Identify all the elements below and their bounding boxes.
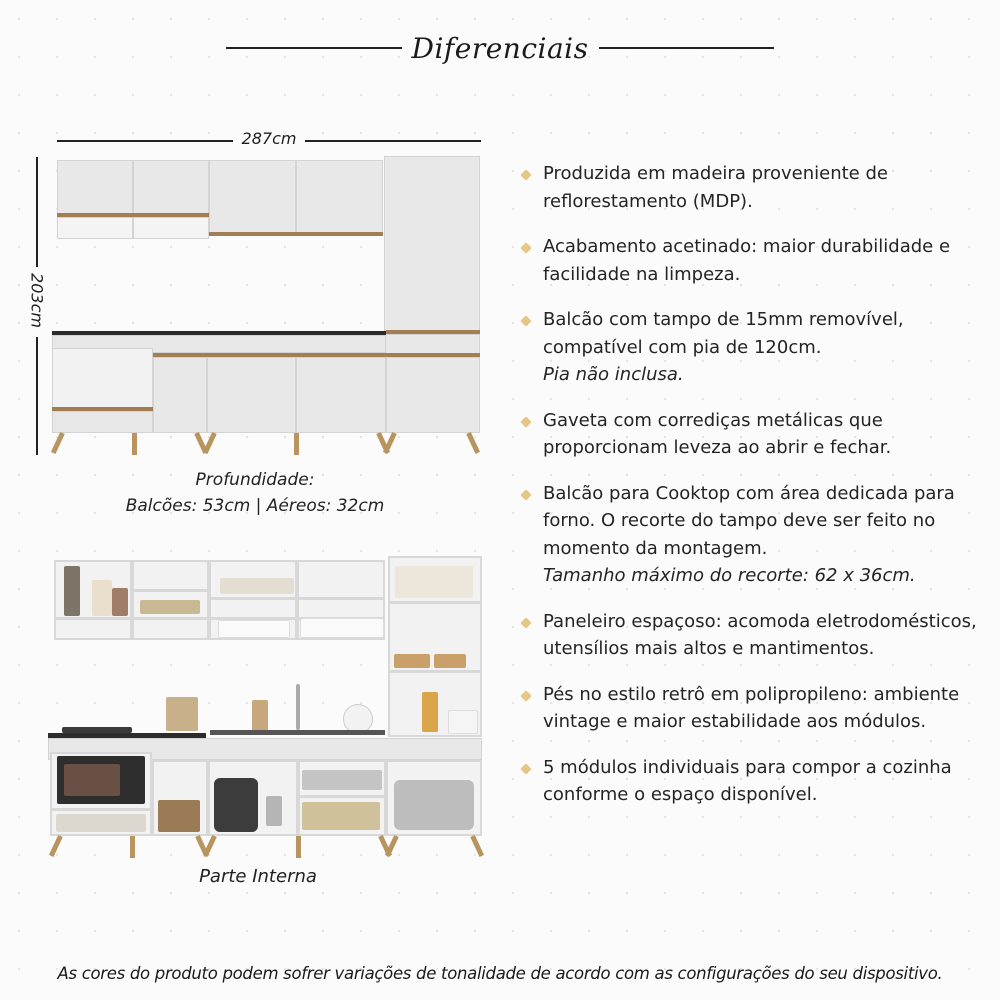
retro-leg: [203, 432, 217, 454]
feature-text: Balcão com tampo de 15mm removível, compatível com pia de 120cm.: [543, 309, 904, 358]
base-door: [153, 357, 207, 433]
feature-list: [522, 160, 992, 809]
utensil-holder: [252, 700, 268, 732]
upper-niche: [57, 217, 133, 239]
jar: [92, 580, 112, 616]
cooktop: [62, 727, 132, 733]
upper-niche: [133, 217, 209, 239]
shelf: [300, 795, 384, 798]
feature-item: [522, 754, 992, 809]
feature-item: [522, 608, 992, 663]
wooden-box: [434, 654, 466, 668]
mugs: [300, 618, 384, 638]
retro-leg: [296, 836, 301, 858]
page-title: Diferenciais: [411, 31, 589, 65]
bowls: [220, 578, 294, 594]
pantry-drawer: [384, 334, 480, 354]
interior-caption: Parte Interna: [199, 866, 317, 887]
diamond-bullet-icon: [520, 169, 531, 180]
upper-door: [209, 160, 296, 233]
feature-text: Paneleiro espaçoso: acomoda eletrodomésticos, utensílios mais altos e mantimentos.: [543, 610, 977, 659]
kettle: [266, 796, 282, 826]
jars: [166, 697, 198, 731]
diamond-bullet-icon: [520, 763, 531, 774]
retro-leg: [51, 432, 65, 454]
feature-text: Balcão para Cooktop com área dedicada para forno. O recorte do tampo deve ser feito no momento da montagem.: [543, 482, 955, 559]
feature-item: [522, 407, 992, 462]
oven-window: [64, 764, 120, 796]
height-label: 203cm: [27, 273, 47, 328]
title-rule-left: [226, 47, 402, 49]
feature-item: [522, 681, 992, 736]
height-dimension: [27, 157, 47, 455]
dimension-line: [36, 337, 38, 455]
feature-item: [522, 233, 992, 288]
pots: [302, 770, 382, 790]
feature-text: Gaveta com corrediças metálicas que proporcionam leveza ao abrir e fechar.: [543, 409, 892, 458]
depth-caption-values: Balcões: 53cm | Aéreos: 32cm: [125, 496, 385, 516]
retro-leg: [132, 433, 137, 455]
towels: [56, 814, 146, 832]
jars: [302, 802, 380, 830]
upper-door: [133, 160, 209, 214]
retro-leg: [49, 835, 63, 857]
depth-caption: [100, 467, 410, 519]
color-disclaimer: As cores do produto podem sofrer variações de tonalidade de acordo com as configurações do seu dispositivo.: [57, 964, 943, 983]
plates: [218, 620, 290, 638]
wood-trim: [209, 232, 383, 236]
shelf: [134, 589, 207, 592]
base-drawer: [52, 411, 153, 433]
title-rule-right: [599, 47, 775, 49]
diamond-bullet-icon: [520, 242, 531, 253]
upper-door: [57, 160, 133, 214]
bowls: [448, 710, 478, 734]
sink-counter: [210, 730, 385, 735]
diamond-bullet-icon: [520, 690, 531, 701]
diamond-bullet-icon: [520, 315, 531, 326]
feature-note: Tamanho máximo do recorte: 62 x 36cm.: [543, 565, 916, 586]
retro-leg: [130, 836, 135, 858]
canisters: [395, 566, 473, 598]
depth-caption-title: Profundidade:: [195, 470, 315, 490]
base-door: [296, 357, 386, 433]
oven-niche: [52, 348, 153, 408]
feature-text: 5 módulos individuais para compor a cozinha conforme o espaço disponível.: [543, 756, 952, 805]
section-header: [226, 28, 774, 68]
upper-door: [296, 160, 383, 233]
feature-text: Produzida em madeira proveniente de reflorestamento (MDP).: [543, 163, 888, 212]
shelf: [211, 597, 383, 600]
containers: [140, 600, 200, 614]
wooden-box: [394, 654, 430, 668]
width-label: 287cm: [241, 129, 297, 148]
shelf: [390, 601, 480, 604]
feature-item: [522, 480, 992, 590]
pantry-lower-door: [386, 357, 480, 433]
dimension-line: [305, 140, 481, 142]
shelf: [52, 808, 150, 811]
faucet: [296, 684, 300, 730]
retro-leg: [466, 432, 480, 454]
jar: [422, 692, 438, 732]
diamond-bullet-icon: [520, 617, 531, 628]
pans: [394, 780, 474, 830]
diamond-bullet-icon: [520, 489, 531, 500]
feature-text: Acabamento acetinado: maior durabilidade e facilidade na limpeza.: [543, 236, 951, 285]
blender: [64, 566, 80, 616]
jars: [158, 800, 200, 832]
feature-item: [522, 160, 992, 215]
feature-item: [522, 306, 992, 389]
jar: [112, 588, 128, 616]
pantry-door: [384, 156, 480, 332]
dimension-line: [36, 157, 38, 267]
shelf: [390, 670, 480, 673]
air-fryer: [214, 778, 258, 832]
feature-text: Pés no estilo retrô em polipropileno: ambiente vintage e maior estabilidade aos módulos.: [543, 683, 960, 732]
dimension-line: [57, 140, 233, 142]
diamond-bullet-icon: [520, 416, 531, 427]
retro-leg: [294, 433, 299, 455]
width-dimension: [57, 129, 481, 148]
feature-note: Pia não inclusa.: [543, 364, 684, 385]
retro-leg: [470, 835, 484, 857]
base-door: [207, 357, 296, 433]
